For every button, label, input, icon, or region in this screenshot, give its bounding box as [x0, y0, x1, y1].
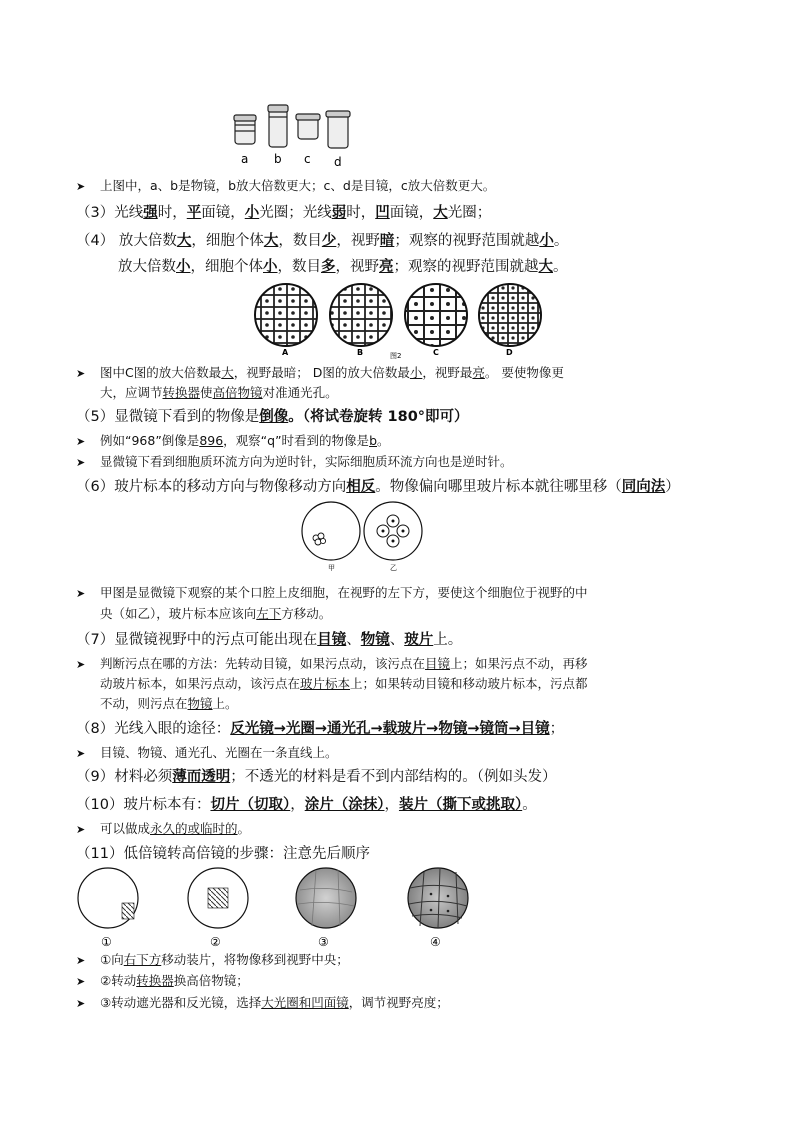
cells-figure	[300, 500, 430, 572]
arrow-bullet-icon: ➤	[76, 954, 86, 967]
step-3-label: ③	[318, 935, 329, 949]
section-7: （7）显微镜视野中的污点可能出现在目镜、物镜、玻片上。	[76, 632, 463, 648]
lens-figure	[228, 103, 358, 169]
field-a	[255, 284, 317, 346]
section-11: （11）低倍镜转高倍镜的步骤：注意先后顺序	[76, 846, 370, 862]
arrow-bullet-icon: ➤	[76, 975, 86, 988]
section-5-cytoplasm: ➤ 显微镜下看到细胞质环流方向为逆时针，实际细胞质环流方向也是逆时针。	[76, 452, 513, 473]
section-9: （9）材料必须薄而透明；不透光的材料是看不到内部结构的。（例如头发）	[76, 769, 557, 785]
section-4-line1: （4） 放大倍数大，细胞个体大，数目少，视野暗；观察的视野范围就越小。	[76, 233, 569, 249]
field-b	[330, 284, 392, 346]
section-6: （6）玻片标本的移动方向与物像移动方向相反。物像偏向哪里玻片标本就往哪里移（同向法）	[76, 479, 680, 495]
lens-label-d: d	[334, 155, 342, 169]
field-c	[405, 284, 467, 346]
steps-figure	[76, 866, 476, 950]
step-3-field	[296, 868, 356, 928]
step-4-label: ④	[430, 935, 441, 949]
section-10: （10）玻片标本有：切片（切取），涂片（涂抹），装片（撕下或挑取）。	[76, 797, 537, 813]
section-7-note-line3: 不动，则污点在物镜上。	[100, 696, 238, 711]
arrow-bullet-icon: ➤	[76, 747, 86, 760]
section-8-note: ➤ 目镜、物镜、通光孔、光圈在一条直线上。	[76, 743, 338, 764]
section-6-note-line1: ➤ 甲图是显微镜下观察的某个口腔上皮细胞，在视野的左下方，要使这个细胞位于视野的中	[76, 583, 588, 604]
arrow-bullet-icon: ➤	[76, 456, 86, 469]
svg-text:A: A	[282, 348, 289, 357]
section-7-note-line1: ➤ 判断污点在哪的方法：先转动目镜，如果污点动，该污点在目镜上；如果污点不动，再移	[76, 654, 588, 675]
label-jia: 甲	[328, 564, 335, 572]
fig2-note-line2: 大，应调节转换器使高倍物镜对准通光孔。	[100, 385, 338, 400]
lens-label-a: a	[241, 152, 249, 166]
section-7-note-line2: 动玻片标本，如果污点动，该污点在玻片标本上；如果转动目镜和移动玻片标本，污点都	[100, 676, 588, 691]
svg-text:D: D	[506, 348, 513, 357]
figure-2-caption: 图2	[390, 352, 402, 359]
section-8: （8）光线入眼的途径：反光镜→光圈→通光孔→载玻片→物镜→镜筒→目镜；	[76, 721, 565, 737]
label-yi: 乙	[390, 564, 397, 572]
section-4-line2: 放大倍数小，细胞个体小，数目多，视野亮；观察的视野范围就越大。	[118, 259, 568, 275]
section-3: （3）光线强时，平面镜，小光圈；光线弱时，凹面镜，大光圈；	[76, 205, 492, 221]
figure-2	[248, 283, 548, 359]
arrow-bullet-icon: ➤	[76, 997, 86, 1010]
lens-note: ➤ 上图中，a、b是物镜，b放大倍数更大；c、d是目镜，c放大倍数更大。	[76, 176, 495, 197]
arrow-bullet-icon: ➤	[76, 587, 86, 600]
lens-label-c: c	[304, 152, 311, 166]
svg-text:C: C	[433, 348, 439, 357]
arrow-bullet-icon: ➤	[76, 823, 86, 836]
step-1-text: ➤ ①向右下方移动装片，将物像移到视野中央；	[76, 950, 349, 971]
step-1-label: ①	[101, 935, 112, 949]
field-jia	[302, 502, 360, 560]
fig2-note-line1: ➤ 图中C图的放大倍数最大，视野最暗； D图的放大倍数最小，视野最亮。 要使物像更	[76, 363, 564, 384]
field-yi	[364, 502, 422, 560]
lens-label-b: b	[274, 152, 282, 166]
arrow-bullet-icon: ➤	[76, 658, 86, 671]
arrow-bullet-icon: ➤	[76, 367, 86, 380]
step-2-text: ➤ ②转动转换器换高倍物镜；	[76, 971, 249, 992]
section-5: （5）显微镜下看到的物像是倒像。（将试卷旋转 180°即可）	[76, 409, 469, 425]
step-2-label: ②	[210, 935, 221, 949]
field-d	[479, 284, 541, 346]
arrow-bullet-icon: ➤	[76, 180, 86, 193]
arrow-bullet-icon: ➤	[76, 435, 86, 448]
section-10-note: ➤ 可以做成永久的或临时的。	[76, 819, 250, 840]
section-6-note-line2: 央（如乙），玻片标本应该向左下方移动。	[100, 606, 332, 621]
step-3-text: ➤ ③转动遮光器和反光镜，选择大光圈和凹面镜，调节视野亮度；	[76, 993, 449, 1014]
section-5-example: ➤ 例如“968”倒像是896，观察“q”时看到的物像是b。	[76, 431, 390, 452]
svg-text:B: B	[357, 348, 364, 357]
